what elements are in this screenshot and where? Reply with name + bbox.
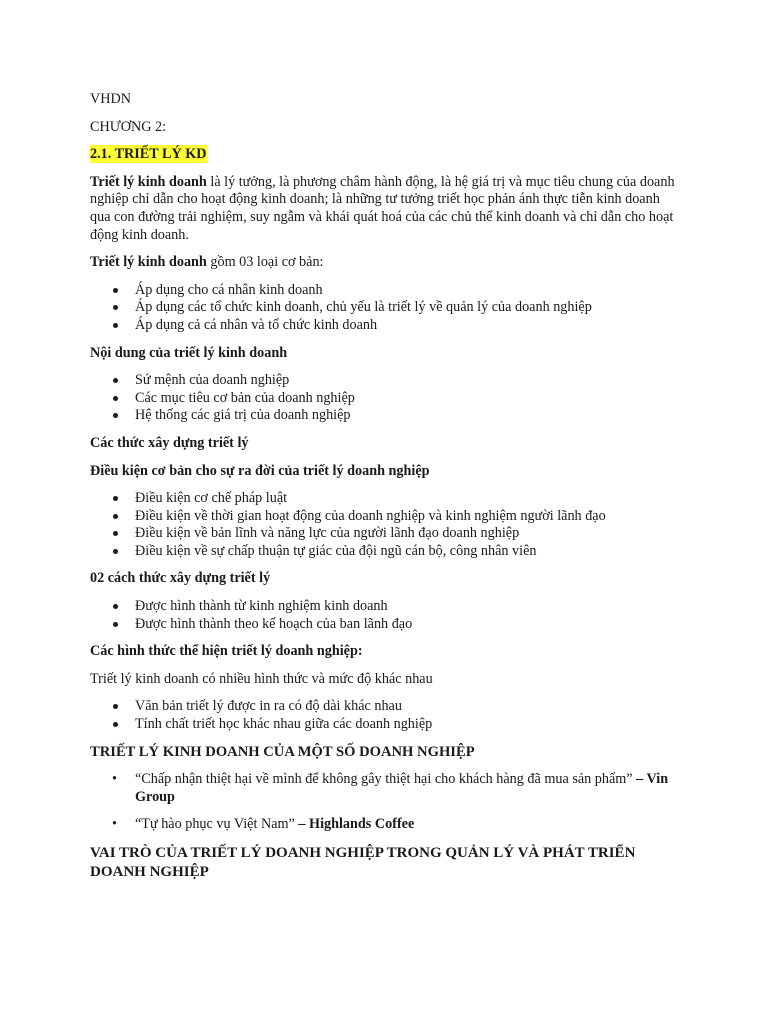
build-heading — [90, 435, 680, 453]
types-term: Triết lý kinh doanh — [90, 254, 207, 271]
list-item: Được hình thành từ kinh nghiệm kinh doanh — [90, 598, 680, 616]
forms-heading-text: Các hình thức thể hiện triết lý doanh nghiệp: — [90, 643, 363, 660]
types-list — [90, 282, 680, 335]
ways-list — [90, 598, 680, 633]
list-item — [90, 816, 680, 834]
list-item: Điều kiện về bản lĩnh và năng lực của người lãnh đạo doanh nghiệp — [90, 525, 680, 543]
doc-label: VHDN — [90, 91, 131, 107]
conditions-list — [90, 490, 680, 560]
list-item: Sứ mệnh của doanh nghiệp — [90, 372, 680, 390]
types-text: gồm 03 loại cơ bản: — [206, 254, 324, 271]
section-title-highlight: 2.1. TRIẾT LÝ KD — [90, 146, 207, 163]
ways-heading — [90, 570, 680, 588]
examples-heading: TRIẾT LÝ KINH DOANH CỦA MỘT SỐ DOANH NGHIỆP — [90, 743, 475, 760]
company-name: – Vin Group — [135, 771, 669, 805]
list-item: Tính chất triết học khác nhau giữa các doanh nghiệp — [90, 716, 680, 734]
forms-list — [90, 698, 680, 733]
quote-text: “Tự hào phục vụ Việt Nam” — [135, 816, 299, 833]
list-item — [90, 771, 680, 806]
list-item: Áp dụng cho cá nhân kinh doanh — [90, 282, 680, 300]
forms-heading — [90, 643, 680, 661]
list-item: Văn bản triết lý được in ra có độ dài khác nhau — [90, 698, 680, 716]
list-item: Điều kiện cơ chế pháp luật — [90, 490, 680, 508]
list-item: Hệ thống các giá trị của doanh nghiệp — [90, 407, 680, 425]
build-heading-text: Các thức xây dựng triết lý — [90, 434, 249, 451]
company-name: – Highlands Coffee — [298, 816, 415, 833]
role-heading: VAI TRÒ CỦA TRIẾT LÝ DOANH NGHIỆP TRONG QUẢN LÝ VÀ PHÁT TRIỂN DOANH NGHIỆP — [90, 845, 636, 880]
examples-list — [90, 771, 680, 806]
section-title — [90, 146, 680, 164]
list-item: Được hình thành theo kế hoạch của ban lãnh đạo — [90, 616, 680, 634]
list-item: Áp dụng cả cá nhân và tổ chức kinh doanh — [90, 317, 680, 335]
forms-intro: Triết lý kinh doanh có nhiều hình thức và mức độ khác nhau — [90, 670, 433, 687]
ways-heading-text: 02 cách thức xây dựng triết lý — [90, 570, 271, 587]
content-heading-text: Nội dung của triết lý kinh doanh — [90, 344, 288, 361]
types-paragraph — [90, 254, 680, 272]
content-heading — [90, 345, 680, 363]
definition-term: Triết lý kinh doanh — [90, 173, 207, 190]
list-item: Áp dụng các tổ chức kinh doanh, chủ yếu là triết lý về quản lý của doanh nghiệp — [90, 299, 680, 317]
examples-list-2 — [90, 816, 680, 834]
content-list — [90, 372, 680, 425]
list-item: Điều kiện về thời gian hoạt động của doanh nghiệp và kinh nghiệm người lãnh đạo — [90, 508, 680, 526]
quote-text: “Chấp nhận thiệt hại về mình để không gây thiệt hại cho khách hàng đã mua sản phẩm” — [135, 771, 637, 788]
definition-text: là lý tưởng, là phương châm hành động, là hệ giá trị và mục tiêu chung của doanh nghiệp chỉ dẫn cho hoạt động kinh doanh; là những tư tưởng triết học phản ánh thực tiễn kinh doanh qua con đường trải nghiệm, suy ngẫm và khái quát hoá của các chủ thể kinh doanh và chỉ dẫn cho hoạt động kinh doanh. — [90, 173, 675, 243]
document-body — [90, 91, 680, 881]
list-item: Điều kiện về sự chấp thuận tự giác của đội ngũ cán bộ, công nhân viên — [90, 543, 680, 561]
conditions-heading — [90, 463, 680, 481]
list-item: Các mục tiêu cơ bản của doanh nghiệp — [90, 390, 680, 408]
chapter-title: CHƯƠNG 2: — [90, 118, 167, 135]
definition-paragraph — [90, 174, 680, 244]
conditions-heading-text: Điều kiện cơ bản cho sự ra đời của triết lý doanh nghiệp — [90, 462, 430, 479]
